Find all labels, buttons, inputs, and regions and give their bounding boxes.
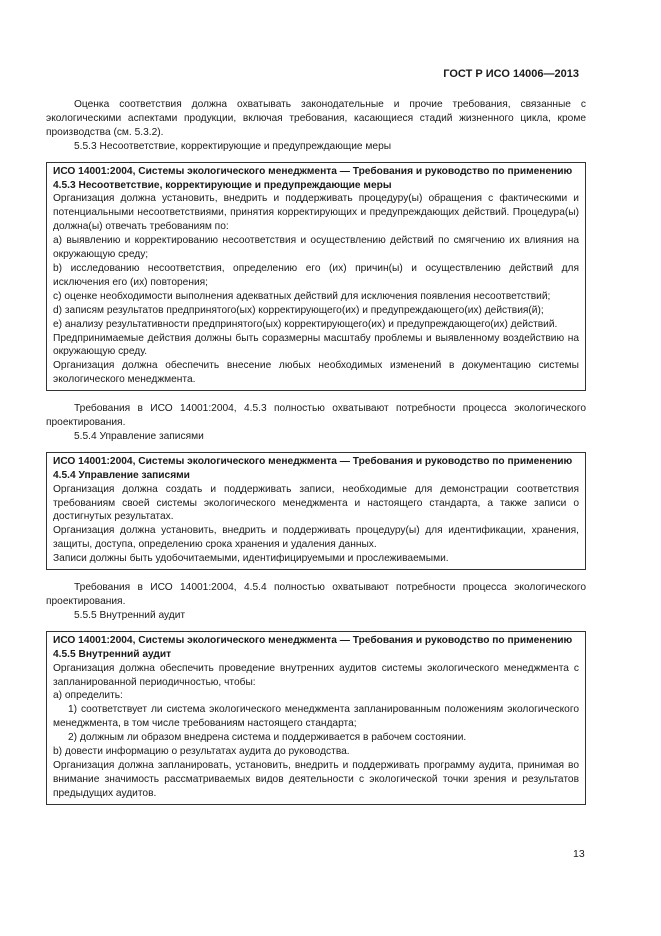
page-content [46,98,586,816]
quote-line: Организация должна обеспечить внесение любых необходимых изменений в документацию системы экологического менеджмента. [53,360,579,386]
quote-box-4-5-5 [46,631,586,805]
quote-line: Организация должна обеспечить проведение внутренних аудитов системы экологического менеджмента с запланированной периодичностью, чтобы: [53,662,579,688]
quote-box-heading: 4.5.4 Управление записями [53,469,190,481]
coverage-paragraph: Требования в ИСО 14001:2004, 4.5.4 полностью охватывают потребности процесса экологического проектирования. [46,582,586,607]
quote-line: 2) должным ли образом внедрена система и поддерживается в рабочем состоянии. [68,732,467,744]
quote-line: b) исследованию несоответствия, определению его (их) причин(ы) и осуществлению действий для исключения его (их) повторения; [53,262,579,288]
quote-box-4-5-3 [46,162,586,392]
quote-line: Записи должны быть удобочитаемыми, идентифицируемыми и прослеживаемыми. [53,553,449,565]
quote-line: а) выявлению и корректированию несоответствия и осуществлению действий по смягчению их влияния на окружающую среду; [53,235,579,261]
page-number: 13 [573,848,585,860]
section-5-5-5-title: 5.5.5 Внутренний аудит [74,609,186,621]
quote-line: Предпринимаемые действия должны быть соразмерны масштабу проблемы и выявленному воздействию на окружающую среду. [53,332,579,358]
quote-line: Организация должна создать и поддерживать записи, необходимые для демонстрации соответствия требованиям своей системы экологического менеджмента и настоящего стандарта, а также записи о достигнутых результатах. [53,483,579,523]
quote-box-4-5-4 [46,452,586,570]
quote-line: с) оценке необходимости выполнения адекватных действий для исключения появления несоответствий; [53,290,551,302]
quote-box-title: ИСО 14001:2004, Системы экологического менеджмента — Требования и руководство по применению [53,634,573,646]
quote-line: Организация должна установить, внедрить и поддерживать процедуру(ы) обращения с фактическими и потенциальными несоответствиями, принятия корректирующих и предупреждающих действий. Процедура(ы) должна(ы) отвечать требованиям по: [53,193,579,233]
quote-line: d) записям результатов предпринятого(ых) корректирующего(их) и предупреждающего(их) действия(й); [53,304,544,316]
section-5-5-4-title: 5.5.4 Управление записями [74,430,204,442]
document-id: ГОСТ Р ИСО 14006—2013 [443,68,579,80]
intro-paragraph: Оценка соответствия должна охватывать законодательные и прочие требования, связанные с экологическими аспектами продукции, включая требования, касающиеся стадий жизненного цикла, кроме производства (см. 5.3.2). [46,99,586,138]
quote-box-title: ИСО 14001:2004, Системы экологического менеджмента — Требования и руководство по применению [53,165,573,177]
quote-box-heading: 4.5.5 Внутренний аудит [53,648,172,660]
coverage-paragraph: Требования в ИСО 14001:2004, 4.5.3 полностью охватывают потребности процесса экологического проектирования. [46,403,586,429]
section-5-5-3-title: 5.5.3 Несоответствие, корректирующие и предупреждающие меры [74,140,392,152]
quote-line: а) определить: [53,690,123,702]
quote-line: Организация должна запланировать, установить, внедрить и поддерживать программу аудита, принимая во внимание значимость рассматриваемых видов деятельности с экологической точки зрения и результатов предыдущих аудитов. [53,759,579,799]
quote-line: b) довести информацию о результатах аудита до руководства. [53,746,350,758]
quote-line: Организация должна установить, внедрить и поддерживать процедуру(ы) для идентификации, хранения, защиты, доступа, определению срока хранения и удаления данных. [53,525,579,551]
quote-box-heading: 4.5.3 Несоответствие, корректирующие и предупреждающие меры [53,179,392,191]
quote-line: е) анализу результативности предпринятого(ых) корректирующего(их) и предупреждающего(их) действий. [53,318,558,330]
quote-box-title: ИСО 14001:2004, Системы экологического менеджмента — Требования и руководство по применению [53,455,573,467]
quote-line: 1) соответствует ли система экологического менеджмента запланированным положениям экологического менеджмента, в том числе требованиям настоящего стандарта; [53,704,579,730]
